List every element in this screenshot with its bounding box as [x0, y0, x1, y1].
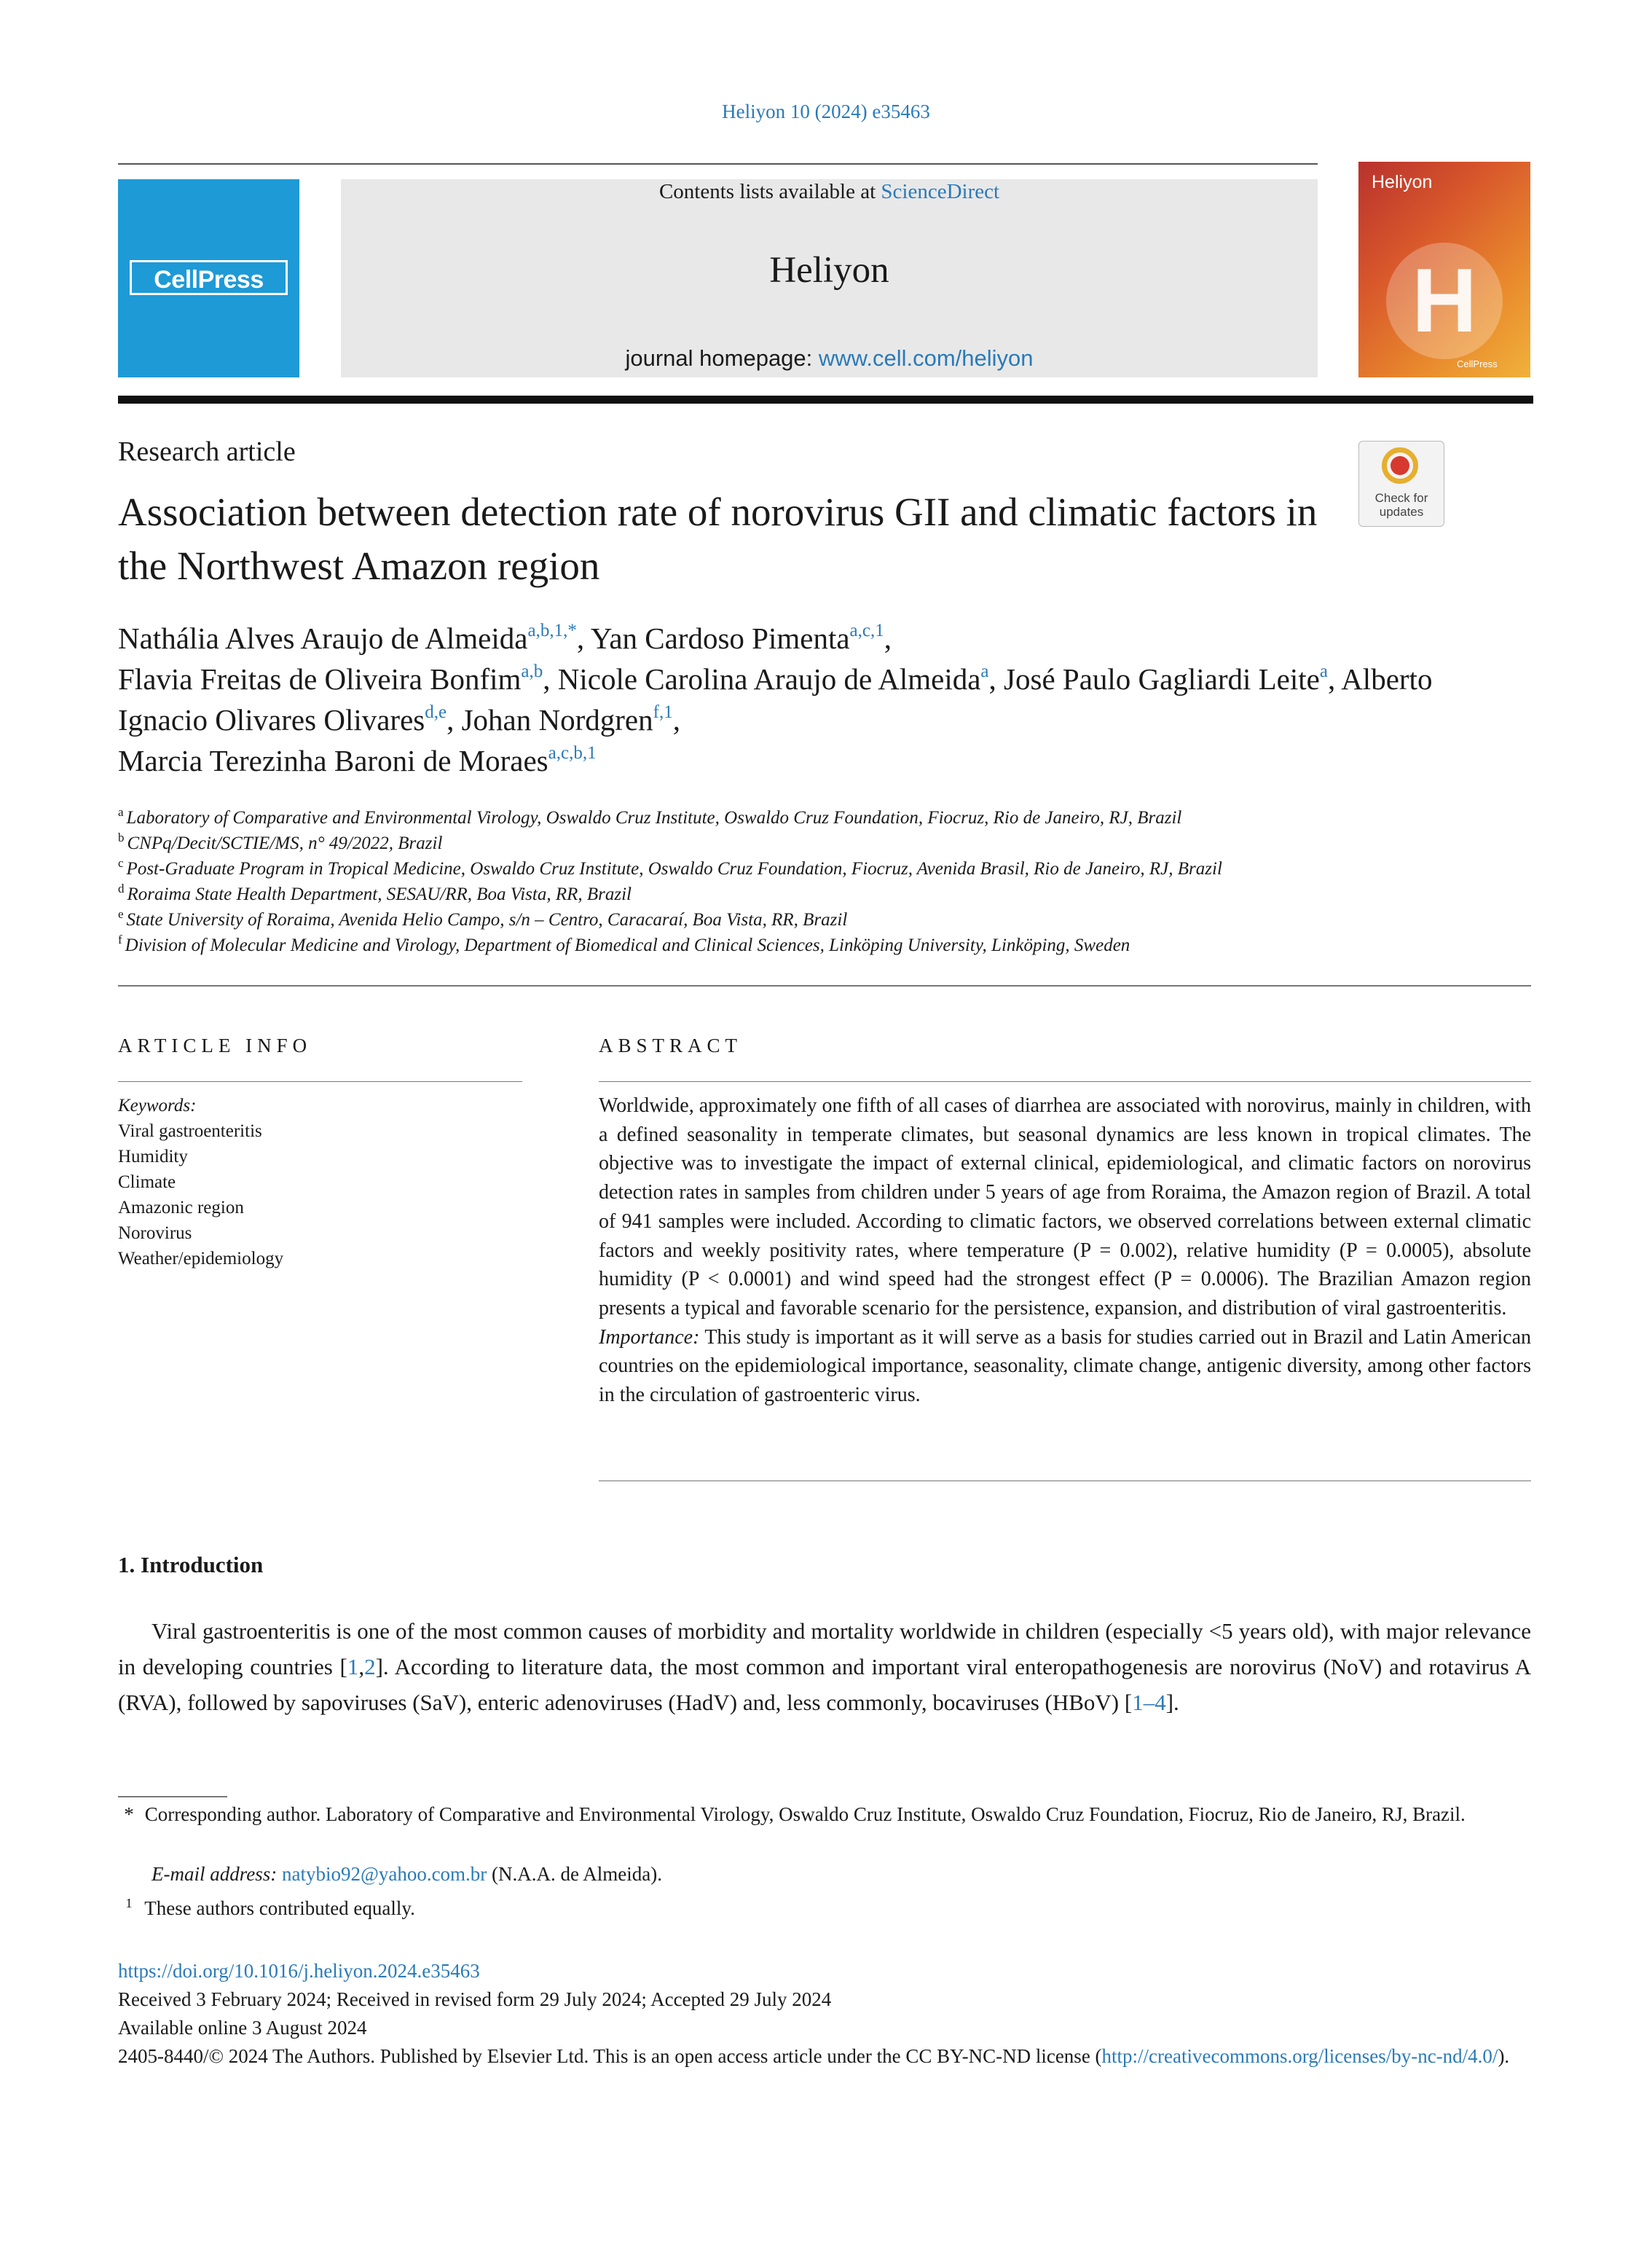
- affiliation-label: b: [118, 831, 125, 844]
- abstract-rule: [599, 1081, 1531, 1082]
- author-name: Yan Cardoso Pimenta: [590, 621, 850, 655]
- doi-line[interactable]: [118, 1957, 1531, 1985]
- importance-text: This study is important as it will serve as a basis for studies carried out in Brazil and Latin American countries on the epidemiological importance, seasonality, climate change, antigenic diversity, among other factors in the circulation of gastroenteric virus.: [599, 1325, 1531, 1407]
- footnote-corresponding: [118, 1800, 1531, 1830]
- introduction-paragraph: [118, 1613, 1531, 1720]
- check-updates-label: Check for updates: [1374, 491, 1428, 519]
- available-online: Available online 3 August 2024: [118, 2017, 367, 2039]
- intro-text: Viral gastroenteritis is one of the most common causes of morbidity and mortality worldwide in children (especially <5 years old), with major relevance in developing countries [: [118, 1618, 1531, 1679]
- contents-prefix: Contents lists available at: [658, 180, 876, 203]
- header-bottom-rule: [118, 396, 1533, 404]
- cover-letter: H: [1412, 251, 1477, 351]
- contents-line: [341, 180, 1318, 204]
- affiliation-label: a: [118, 805, 124, 819]
- article-title: Association between detection rate of norovirus GII and climatic factors in the Northwest Amazon region: [118, 490, 1318, 588]
- footnote-rule: [118, 1796, 227, 1797]
- affiliation: [118, 933, 1531, 958]
- footnote-email: [152, 1859, 1531, 1889]
- doi-link[interactable]: https://doi.org/10.1016/j.heliyon.2024.e35463: [118, 1960, 480, 1982]
- author-name: Flavia Freitas de Oliveira Bonfim: [118, 662, 522, 696]
- affiliation-text: CNPq/Decit/SCTIE/MS, n° 49/2022, Brazil: [127, 834, 443, 853]
- footnote-equal-contribution: [118, 1889, 1531, 1923]
- section-heading-introduction: 1. Introduction: [118, 1552, 264, 1577]
- citation-link[interactable]: 1–4: [1132, 1690, 1166, 1715]
- author-name: Nathália Alves Araujo de Almeida: [118, 621, 528, 655]
- journal-homepage-link[interactable]: www.cell.com/heliyon: [818, 345, 1034, 371]
- keyword: Norovirus: [118, 1223, 192, 1243]
- affiliation-label: c: [118, 856, 124, 870]
- affiliation-text: Division of Molecular Medicine and Virology, Department of Biomedical and Clinical Sciences, Linköping University, Linköping, Sweden: [125, 936, 1130, 955]
- importance-label: Importance:: [599, 1325, 700, 1349]
- keyword: Weather/epidemiology: [118, 1249, 284, 1268]
- section-divider: [118, 985, 1531, 987]
- footnote-1-mark: 1: [125, 1896, 133, 1910]
- affiliation-label: f: [118, 933, 122, 946]
- email-label: E-mail address:: [152, 1863, 278, 1885]
- keyword: Amazonic region: [118, 1198, 244, 1217]
- keywords-label: Keywords:: [118, 1096, 197, 1115]
- abstract-body: [599, 1091, 1531, 1410]
- affiliation-label: e: [118, 907, 124, 921]
- author-name: Johan Nordgren: [461, 703, 653, 737]
- author-list: Nathália Alves Araujo de Almeida$^{a,b,1,*}$, Yan Cardoso Pimenta$^{a,c,1}$, Flavia Freitas de Oliveira Bonfim$^{a,b}$, Nicole Carolina Araujo de Almeida$^a$, José Paulo Gagliardi Leite$^a$, Alberto Ignacio Olivares Olivares$^{d,e}$, Johan Nordgren$^{f,1}$, Marcia Terezinha Baroni de Moraes$^{a,c,b,1}$: [118, 621, 1433, 777]
- license-link[interactable]: http://creativecommons.org/licenses/by-nc-nd/4.0/: [1101, 2045, 1498, 2067]
- keyword: Viral gastroenteritis: [118, 1121, 262, 1141]
- equal-contribution-text: These authors contributed equally.: [144, 1897, 415, 1919]
- license-prefix: 2405-8440/© 2024 The Authors. Published by Elsevier Ltd. This is an open access article under the CC BY-NC-ND license (: [118, 2045, 1102, 2067]
- header-top-rule: [118, 163, 1318, 165]
- author-affiliation-marks[interactable]: a,b,1,*: [527, 621, 577, 640]
- abstract-text: Worldwide, approximately one fifth of all cases of diarrhea are associated with norovirus, mainly in children, with a defined seasonality in temperate climates, but seasonal dynamics are less known in tropical climates. The objective was to investigate the impact of external clinical, epidemiological, and climatic factors on norovirus detection rates in samples from children under 5 years of age from Roraima, the Amazon region of Brazil. A total of 941 samples were included. According to climatic factors, we observed correlations between external climatic factors and weekly positivity rates, where temperature (P = 0.002), relative humidity (P = 0.0005), absolute humidity (P < 0.0001) and wind speed had the strongest effect (P = 0.0006). The Brazilian Amazon region presents a typical and favorable scenario for the persistence, expansion, and distribution of viral gastroenteritis.: [599, 1094, 1531, 1319]
- author-affiliation-marks[interactable]: a,c,b,1: [548, 743, 597, 763]
- author-affiliation-marks[interactable]: a: [1319, 662, 1328, 681]
- author-name: Marcia Terezinha Baroni de Moraes: [118, 744, 548, 777]
- affiliation-text: Laboratory of Comparative and Environmental Virology, Oswaldo Cruz Institute, Oswaldo Cruz Foundation, Fiocruz, Rio de Janeiro, RJ, Brazil: [126, 808, 1182, 828]
- author-affiliation-marks[interactable]: f,1: [653, 702, 673, 722]
- author-affiliation-marks[interactable]: a: [980, 662, 989, 681]
- affiliation: [118, 806, 1531, 831]
- running-head[interactable]: [0, 101, 1652, 123]
- affiliation: [118, 857, 1531, 882]
- sciencedirect-link[interactable]: ScienceDirect: [881, 180, 1000, 203]
- author-name: José Paulo Gagliardi Leite: [1004, 662, 1320, 696]
- cover-title: Heliyon: [1372, 172, 1433, 192]
- abstract-heading: ABSTRACT: [599, 1035, 743, 1056]
- email-link[interactable]: natybio92@yahoo.com.br: [281, 1863, 487, 1885]
- journal-name: Heliyon: [769, 250, 889, 291]
- article-type: Research article: [118, 436, 296, 467]
- footnote-star-mark: *: [124, 1803, 134, 1825]
- homepage-prefix: journal homepage:: [625, 345, 813, 371]
- keyword: Climate: [118, 1172, 176, 1192]
- author-affiliation-marks[interactable]: a,c,1: [849, 621, 884, 640]
- article-info-heading: ARTICLE INFO: [118, 1035, 312, 1056]
- affiliation: [118, 908, 1531, 933]
- author-affiliation-marks[interactable]: a,b: [521, 662, 543, 681]
- author-name: Alberto Ignacio Olivares Olivares: [118, 662, 1433, 737]
- article-info-rule: [118, 1081, 522, 1082]
- homepage-line: [341, 345, 1318, 372]
- author-name: Nicole Carolina Araujo de Almeida: [557, 662, 981, 696]
- citation-separator: ,: [358, 1654, 365, 1679]
- license-suffix: ).: [1498, 2045, 1510, 2067]
- affiliation-text: Roraima State Health Department, SESAU/RR, Boa Vista, RR, Brazil: [127, 885, 632, 904]
- keyword: Humidity: [118, 1147, 188, 1166]
- citation-link[interactable]: 1: [347, 1654, 359, 1679]
- cellpress-logo[interactable]: [130, 260, 288, 295]
- received-dates: Received 3 February 2024; Received in revised form 29 July 2024; Accepted 29 July 2024: [118, 1988, 832, 2010]
- license-statement: [118, 2042, 1531, 2071]
- citation-link[interactable]: 2: [364, 1654, 376, 1679]
- affiliation-text: Post-Graduate Program in Tropical Medicine, Oswaldo Cruz Institute, Oswaldo Cruz Foundation, Fiocruz, Avenida Brasil, Rio de Janeiro, RJ, Brazil: [126, 859, 1222, 879]
- intro-text: ].: [1165, 1690, 1179, 1715]
- journal-citation-link[interactable]: Heliyon 10 (2024) e35463: [722, 101, 930, 122]
- cellpress-logo-text: CellPress: [154, 266, 264, 294]
- check-updates-icon-center: [1391, 456, 1409, 475]
- affiliation: [118, 882, 1531, 907]
- affiliation-label: d: [118, 882, 125, 895]
- corresponding-text: Corresponding author. Laboratory of Comparative and Environmental Virology, Oswaldo Cruz Institute, Oswaldo Cruz Foundation, Fiocruz, Rio de Janeiro, RJ, Brazil.: [144, 1803, 1466, 1825]
- intro-text: ]. According to literature data, the most common and important viral enteropathogenesis are norovirus (NoV) and rotavirus A (RVA), followed by sapoviruses (SaV), enteric adenoviruses (HadV) and, less commonly, bocaviruses (HBoV) [: [118, 1654, 1532, 1715]
- affiliation: [118, 831, 1531, 856]
- affiliation-text: State University of Roraima, Avenida Helio Campo, s/n – Centro, Caracaraí, Boa Vista, RR, Brazil: [126, 910, 848, 930]
- cover-publisher: CellPress: [1457, 358, 1498, 369]
- author-affiliation-marks[interactable]: d,e: [425, 702, 447, 722]
- email-suffix: (N.A.A. de Almeida).: [492, 1863, 662, 1885]
